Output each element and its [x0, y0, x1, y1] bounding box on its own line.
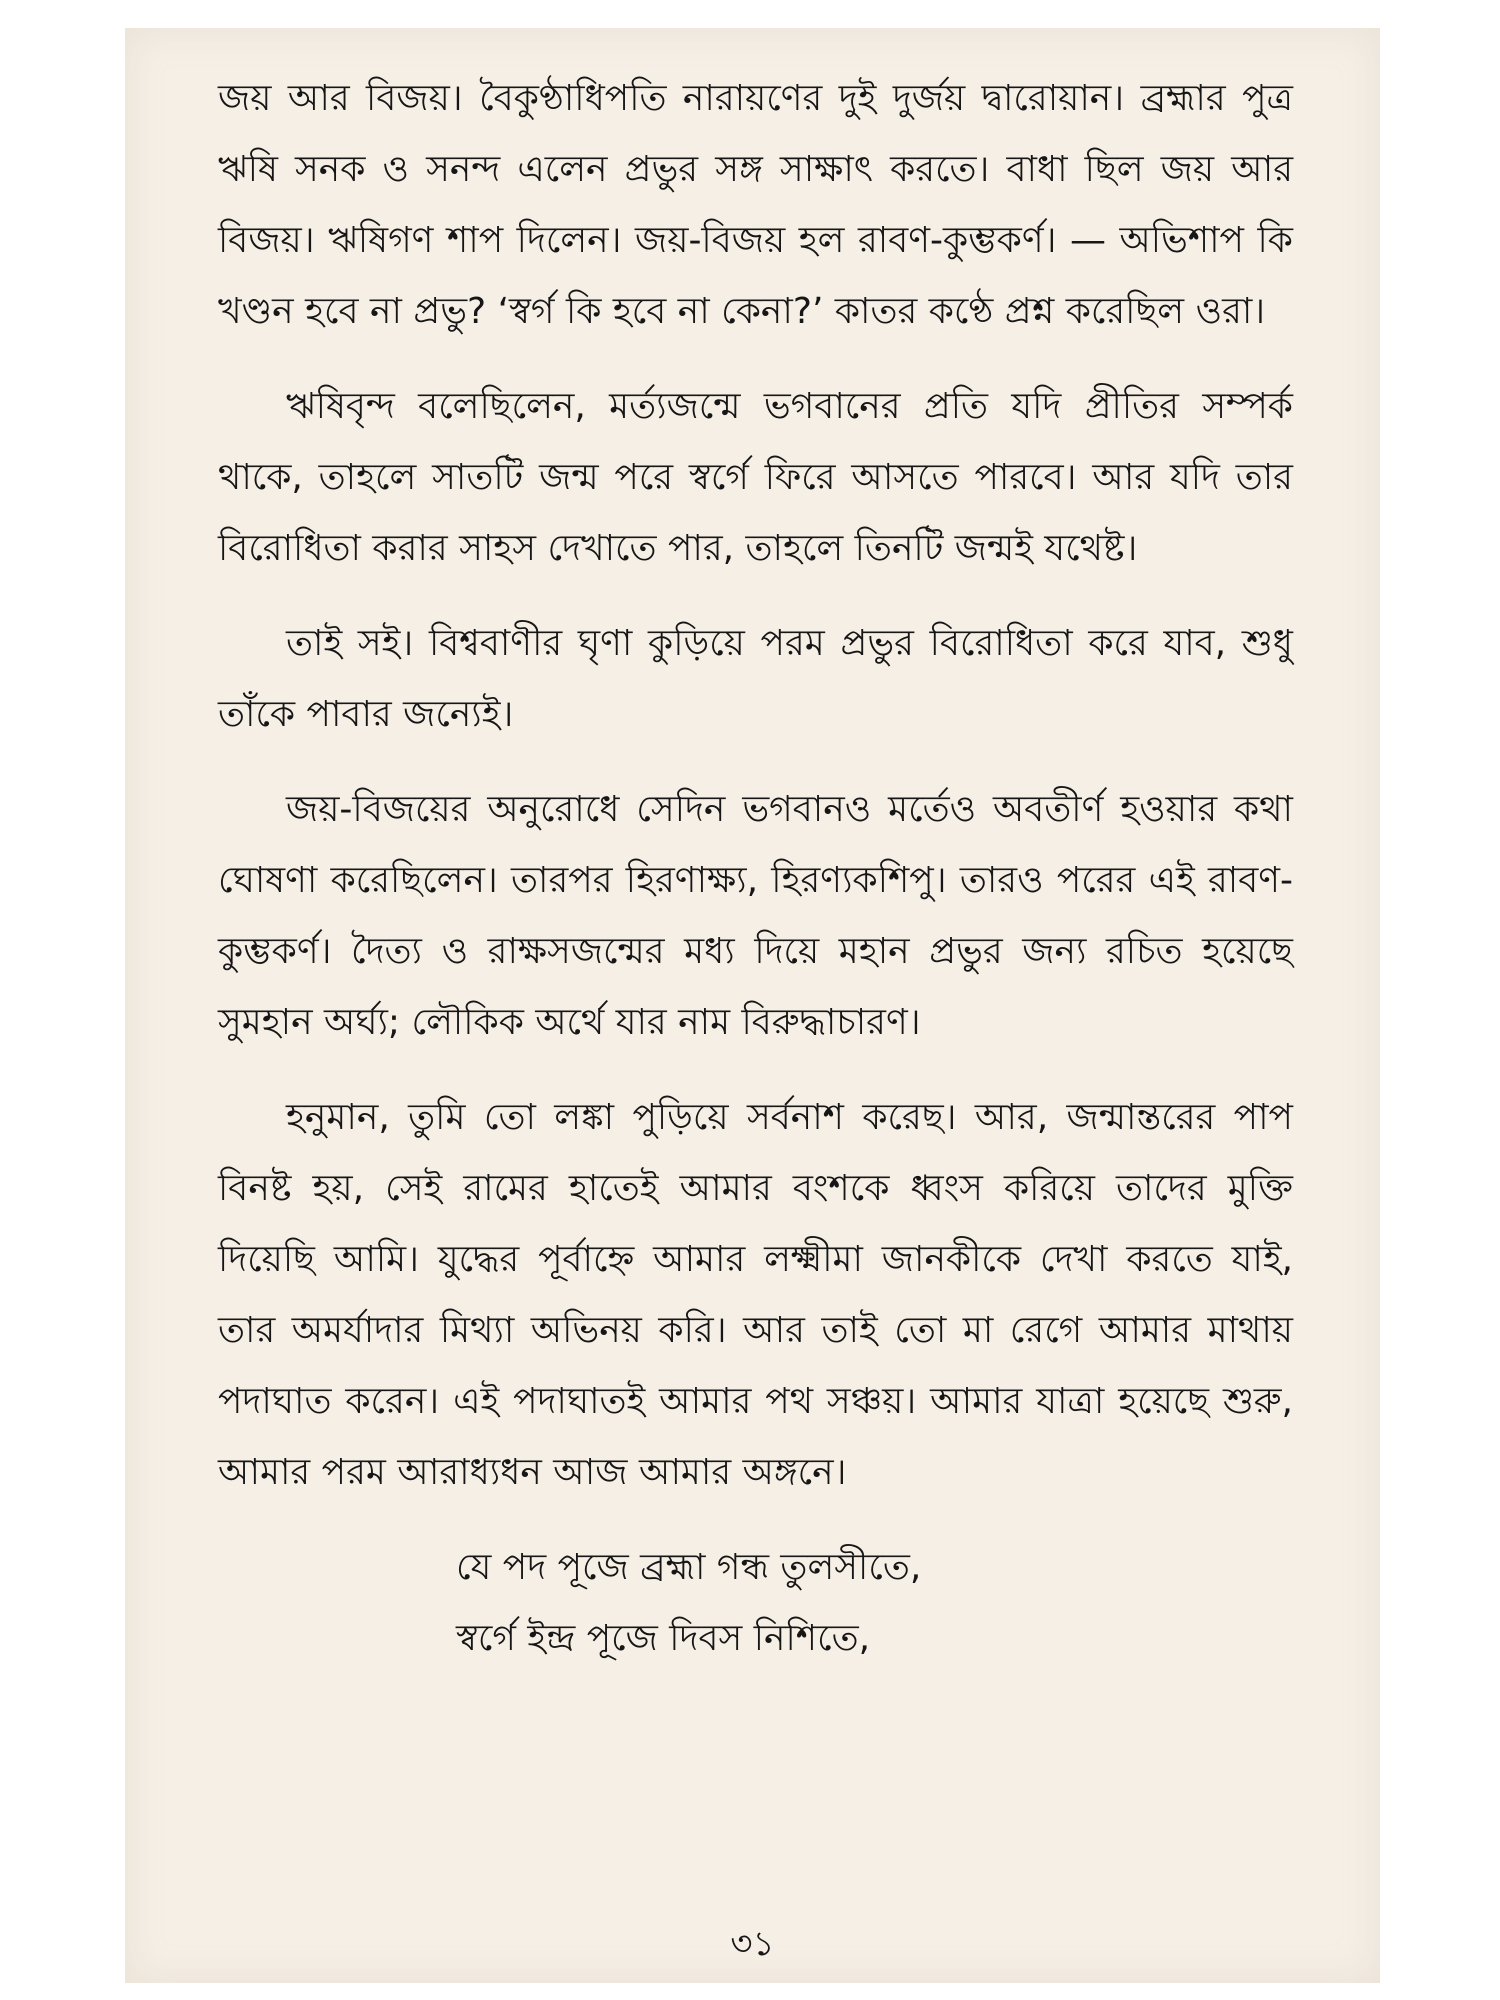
book-page [125, 28, 1380, 1983]
verse-line-1: যে পদ পূজে ব্রহ্মা গন্ধ তুলসীতে, [456, 1547, 922, 1588]
verse-line-2: স্বর্গে ইন্দ্র পূজে দিবস নিশিতে, [456, 1618, 871, 1659]
paragraph-1: জয় আর বিজয়। বৈকুণ্ঠাধিপতি নারায়ণের দুই দুর্জয় দ্বারোয়ান। ব্রহ্মার পুত্র ঋষি সনক ও সনন্দ এলেন প্রভুর সঙ্গ সাক্ষাৎ করতে। বাধা ছিল জয় আর বিজয়। ঋষিগণ শাপ দিলেন। জয়-বিজয় হল রাবণ-কুম্ভকর্ণ। — অভিশাপ কি খণ্ডন হবে না প্রভু? ‘স্বর্গ কি হবে না কেনা?’ কাতর কণ্ঠে প্রশ্ন করেছিল ওরা। [218, 78, 1293, 332]
page-body [218, 63, 1293, 1674]
paragraph-5: হনুমান, তুমি তো লঙ্কা পুড়িয়ে সর্বনাশ করেছ। আর, জন্মান্তরের পাপ বিনষ্ট হয়, সেই রামের হাতেই আমার বংশকে ধ্বংস করিয়ে তাদের মুক্তি দিয়েছি আমি। যুদ্ধের পূর্বাহ্নে আমার লক্ষ্মীমা জানকীকে দেখা করতে যাই, তার অমর্যাদার মিথ্যা অভিনয় করি। আর তাই তো মা রেগে আমার মাথায় পদাঘাত করেন। এই পদাঘাতই আমার পথ সঞ্চয়। আমার যাত্রা হয়েছে শুরু, আমার পরম আরাধ্যধন আজ আমার অঙ্গনে। [218, 1097, 1293, 1493]
page-number: ৩১ [730, 1924, 775, 1964]
paragraph-2: ঋষিবৃন্দ বলেছিলেন, মর্ত্যজন্মে ভগবানের প্রতি যদি প্রীতির সম্পর্ক থাকে, তাহলে সাতটি জন্ম পরে স্বর্গে ফিরে আসতে পারবে। আর যদি তার বিরোধিতা করার সাহস দেখাতে পার, তাহলে তিনটি জন্মই যথেষ্ট। [218, 386, 1293, 569]
paragraph-3: তাই সই। বিশ্ববাণীর ঘৃণা কুড়িয়ে পরম প্রভুর বিরোধিতা করে যাব, শুধু তাঁকে পাবার জন্যেই। [218, 623, 1293, 735]
paragraph-4: জয়-বিজয়ের অনুরোধে সেদিন ভগবানও মর্তেও অবতীর্ণ হওয়ার কথা ঘোষণা করেছিলেন। তারপর হিরণাক্ষ্য, হিরণ্যকশিপু। তারও পরের এই রাবণ-কুম্ভকর্ণ। দৈত্য ও রাক্ষসজন্মের মধ্য দিয়ে মহান প্রভুর জন্য রচিত হয়েছে সুমহান অর্ঘ্য; লৌকিক অর্থে যার নাম বিরুদ্ধাচারণ। [218, 789, 1293, 1043]
verse-block [218, 1532, 1293, 1674]
